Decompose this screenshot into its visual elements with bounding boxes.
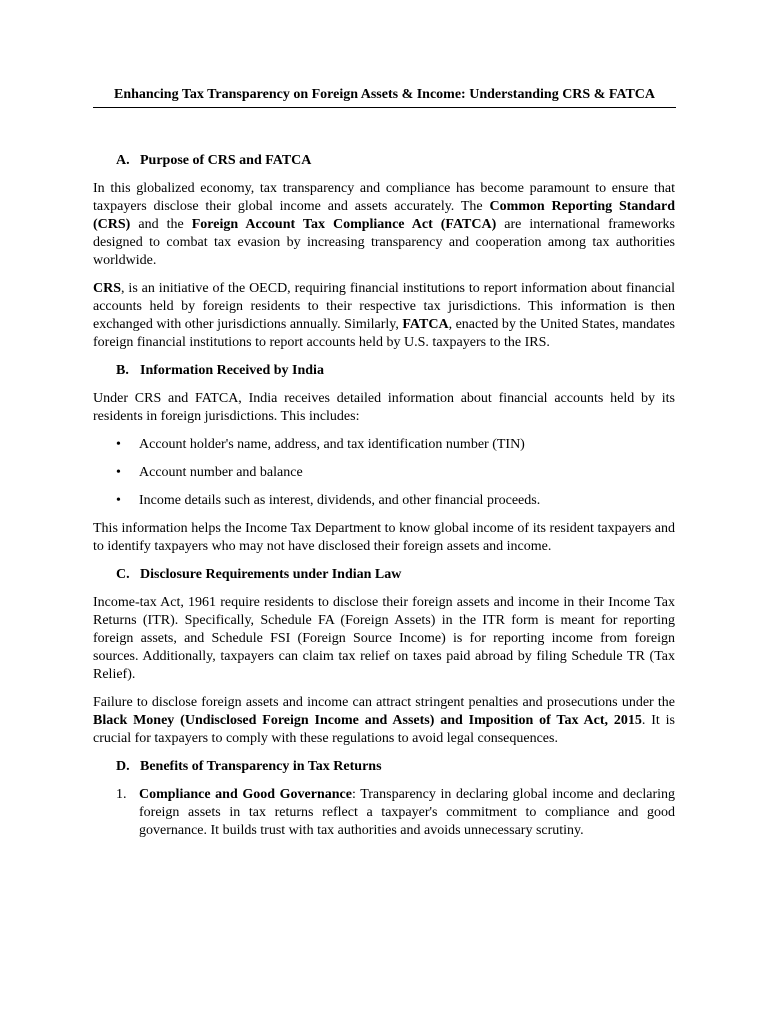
section-d-numbered-list bbox=[93, 786, 675, 840]
section-a-paragraph-1 bbox=[93, 180, 675, 270]
text-run: are international frameworks designed to combat tax evasion by increasing transparency and cooperation among tax authorities worldwide. bbox=[93, 217, 675, 268]
list-item-text: Account number and balance bbox=[139, 465, 303, 480]
section-d-marker: D. bbox=[116, 759, 130, 774]
section-d-heading bbox=[93, 758, 675, 776]
text-run: : Transparency in declaring global income and declaring foreign assets in tax returns reflect a taxpayer's commitment to compliance and good governance. It builds trust with tax authorities and avoids unnecessary scrutiny. bbox=[139, 787, 676, 838]
text-run: and the bbox=[130, 217, 192, 232]
bullet-icon: • bbox=[116, 437, 121, 452]
list-item bbox=[93, 436, 675, 454]
section-a-marker: A. bbox=[116, 153, 130, 168]
list-item bbox=[93, 492, 675, 510]
section-d-title: Benefits of Transparency in Tax Returns bbox=[140, 759, 382, 774]
list-item-text: Income details such as interest, dividends, and other financial proceeds. bbox=[139, 493, 541, 508]
bold-term-crs: CRS bbox=[93, 281, 122, 296]
section-b-outro: This information helps the Income Tax Department to know global income of its resident taxpayers and to identify taxpayers who may not have disclosed their foreign assets and income. bbox=[93, 521, 675, 554]
list-number: 1. bbox=[116, 787, 127, 802]
text-run: , enacted by the United States, mandates foreign financial institutions to report accounts held by U.S. taxpayers to the IRS. bbox=[93, 317, 675, 350]
section-a-title: Purpose of CRS and FATCA bbox=[140, 153, 312, 168]
section-b-title: Information Received by India bbox=[140, 363, 324, 378]
list-item bbox=[93, 786, 675, 840]
section-b-intro: Under CRS and FATCA, India receives detailed information about financial accounts held by its residents in foreign jurisdictions. This includes: bbox=[93, 391, 675, 424]
list-item bbox=[93, 464, 675, 482]
section-b-marker: B. bbox=[116, 363, 129, 378]
text-run: , is an initiative of the OECD, requiring financial institutions to report information about financial accounts held by foreign residents to their respective tax jurisdictions. This information is then exchanged with other jurisdictions annually. Similarly, bbox=[93, 281, 675, 332]
section-b-heading bbox=[93, 362, 675, 380]
text-run: . It is crucial for taxpayers to comply with these regulations to avoid legal consequences. bbox=[93, 713, 676, 746]
text-run: Failure to disclose foreign assets and income can attract stringent penalties and prosecutions under the bbox=[93, 695, 675, 710]
section-c-paragraph-2 bbox=[93, 694, 675, 748]
bold-term-fatca: FATCA bbox=[402, 317, 449, 332]
bold-term-fatca: Foreign Account Tax Compliance Act (FATCA) bbox=[191, 217, 497, 232]
bold-term-black-money-act: Black Money (Undisclosed Foreign Income and Assets) and Imposition of Tax Act, 2015 bbox=[93, 713, 642, 728]
section-a-paragraph-2 bbox=[93, 280, 675, 352]
bullet-icon: • bbox=[116, 493, 121, 508]
text-run: In this globalized economy, tax transparency and compliance has become paramount to ensure that taxpayers disclose their global income and assets accurately. The bbox=[93, 181, 675, 214]
bullet-icon: • bbox=[116, 465, 121, 480]
section-c-heading bbox=[93, 566, 675, 584]
section-b-bullet-list bbox=[93, 436, 675, 510]
section-c-title: Disclosure Requirements under Indian Law bbox=[140, 567, 402, 582]
bold-term-crs: Common Reporting Standard (CRS) bbox=[93, 199, 676, 232]
section-c-paragraph-1: Income-tax Act, 1961 require residents to disclose their foreign assets and income in their Income Tax Returns (ITR). Specifically, Schedule FA (Foreign Assets) in the ITR form is meant for reporting foreign assets, and Schedule FSI (Foreign Source Income) is for reporting income from foreign sources. Additionally, taxpayers can claim tax relief on taxes paid abroad by filing Schedule TR (Tax Relief). bbox=[93, 595, 675, 682]
list-item-text: Account holder's name, address, and tax identification number (TIN) bbox=[139, 437, 525, 452]
document-title: Enhancing Tax Transparency on Foreign Assets & Income: Understanding CRS & FATCA bbox=[93, 86, 676, 108]
section-c-marker: C. bbox=[116, 567, 130, 582]
section-a-heading bbox=[93, 152, 675, 170]
list-item-text bbox=[139, 786, 675, 840]
bold-term: Compliance and Good Governance bbox=[139, 787, 352, 802]
